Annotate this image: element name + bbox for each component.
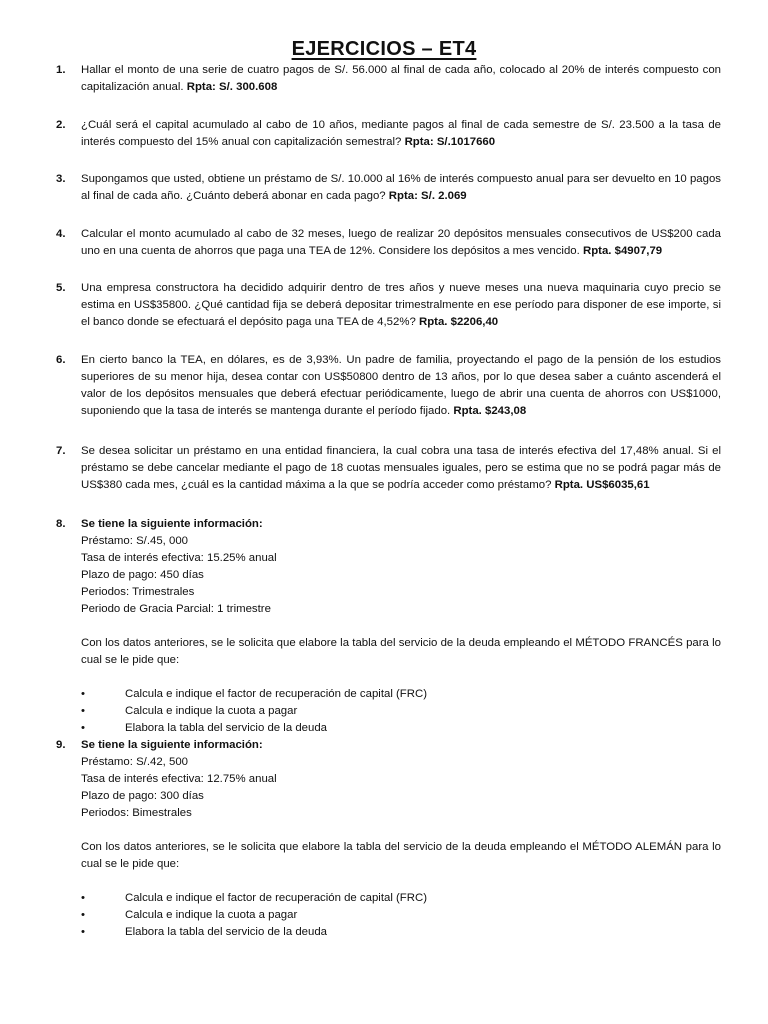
- exercise-statement: Hallar el monto de una serie de cuatro pagos de S/. 56.000 al final de cada año, colocado al 20% de interés compuesto con capitalización anual.: [81, 64, 721, 93]
- exercise-statement: Supongamos que usted, obtiene un préstamo de S/. 10.000 al 16% de interés compuesto anual para ser devuelto en 10 pagos al final de cada año. ¿Cuánto deberá abonar en cada pago?: [81, 173, 721, 202]
- info-line: Tasa de interés efectiva: 12.75% anual: [81, 773, 277, 785]
- list-item: • Calcula e indique el factor de recuperación de capital (FRC): [81, 686, 721, 703]
- info-line: Plazo de pago: 300 días: [81, 790, 204, 802]
- exercise-answer: Rpta: S/.1017660: [404, 136, 496, 148]
- exercise-answer: Rpta: S/. 2.069: [388, 190, 467, 202]
- exercise-number: 4.: [56, 228, 66, 240]
- info-line: Plazo de pago: 450 días: [81, 569, 204, 581]
- exercise-number: 7.: [56, 445, 66, 457]
- exercise-statement: Se desea solicitar un préstamo en una entidad financiera, la cual cobra una tasa de interés efectiva del 17,48% anual. Si el préstamo se debe cancelar mediante el pago de 18 cuotas mensuales iguales, pero se estima que no se podrá pagar más de US$380 cada mes, ¿cuál es la cantidad máxima a la que se podría acceder como préstamo?: [81, 445, 721, 491]
- exercise-text: [81, 443, 721, 494]
- exercise-statement: Una empresa constructora ha decidido adquirir dentro de tres años y nueve meses una nueva maquinaria cuyo precio se estima en US$35800. ¿Qué cantidad fija se deberá depositar trimestralmente en ese período para disponer de ese importe, si el banco donde se efectuará el depósito paga una TEA de 4,52%?: [81, 282, 721, 328]
- bullet-icon: •: [81, 909, 85, 921]
- exercise-number: 3.: [56, 173, 66, 185]
- page-title: EJERCICIOS – ET4: [291, 38, 477, 60]
- exercise-number: 6.: [56, 354, 66, 366]
- exercise-statement: En cierto banco la TEA, en dólares, es de 3,93%. Un padre de familia, proyectando el pago de la pensión de los estudios superiores de su menor hija, desea contar con US$50800 dentro de 13 años, por lo que desea saber a cuánto ascenderá el valor de los depósitos mensuales que deberá efectuar periódicamente, luego de abrir una cuenta de ahorros con US$1000, suponiendo que la tasa de interés se mantenga durante el período fijado.: [81, 354, 721, 417]
- info-line: Préstamo: S/.45, 000: [81, 535, 189, 547]
- bullet-icon: •: [81, 705, 85, 717]
- loan-info: [81, 737, 721, 822]
- list-item: • Elabora la tabla del servicio de la deuda: [81, 720, 721, 737]
- list-item: • Elabora la tabla del servicio de la deuda: [81, 924, 721, 941]
- instruction-text: Con los datos anteriores, se le solicita que elabore la tabla del servicio de la deuda empleando el MÉTODO ALEMÁN para lo cual se le pide que:: [81, 841, 721, 870]
- exercise-text: [81, 171, 721, 205]
- exercise-answer: Rpta. US$6035,61: [554, 479, 650, 491]
- exercise-text: [81, 352, 721, 420]
- exercise-answer: Rpta. $4907,79: [582, 245, 663, 257]
- exercise-text: [81, 516, 721, 737]
- loan-info: [81, 516, 721, 618]
- info-line: Periodos: Bimestrales: [81, 807, 192, 819]
- list-item: • Calcula e indique el factor de recuperación de capital (FRC): [81, 890, 721, 907]
- exercise-statement: Calcular el monto acumulado al cabo de 32 meses, luego de realizar 20 depósitos mensuales consecutivos de US$200 cada uno en una cuenta de ahorros que paga una TEA de 12%. Considere los depósitos a mes vencido.: [81, 228, 721, 257]
- exercise-answer: Rpta: S/. 300.608: [186, 81, 278, 93]
- bullet-icon: •: [81, 892, 85, 904]
- info-line: Préstamo: S/.42, 500: [81, 756, 189, 768]
- exercise-text: [81, 117, 721, 151]
- exercise-text: [81, 737, 721, 941]
- info-line: Tasa de interés efectiva: 15.25% anual: [81, 552, 277, 564]
- list-item: • Calcula e indique la cuota a pagar: [81, 907, 721, 924]
- exercise-number: 2.: [56, 119, 66, 131]
- bullet-icon: •: [81, 722, 85, 734]
- exercise-answer: Rpta. $2206,40: [418, 316, 499, 328]
- exercise-answer: Rpta. $243,08: [453, 405, 527, 417]
- exercise-number: 1.: [56, 64, 66, 76]
- exercise-text: [81, 280, 721, 331]
- info-line: Periodos: Trimestrales: [81, 586, 195, 598]
- exercise-text: [81, 62, 721, 96]
- exercise-statement: ¿Cuál será el capital acumulado al cabo de 10 años, mediante pagos al final de cada semestre de S/. 23.500 a la tasa de interés compuesto del 15% anual con capitalización semestral?: [81, 119, 721, 148]
- info-heading: Se tiene la siguiente información:: [81, 739, 263, 751]
- info-line: Periodo de Gracia Parcial: 1 trimestre: [81, 603, 271, 615]
- task-list: [81, 686, 721, 737]
- info-heading: Se tiene la siguiente información:: [81, 518, 263, 530]
- exercise-number: 8.: [56, 518, 66, 530]
- exercise-number: 5.: [56, 282, 66, 294]
- exercise-number: 9.: [56, 739, 66, 751]
- bullet-icon: •: [81, 926, 85, 938]
- exercise-text: [81, 226, 721, 260]
- instruction-text: Con los datos anteriores, se le solicita que elabore la tabla del servicio de la deuda empleando el MÉTODO FRANCÉS para lo cual se le pide que:: [81, 637, 721, 666]
- task-list: [81, 890, 721, 941]
- bullet-icon: •: [81, 688, 85, 700]
- list-item: • Calcula e indique la cuota a pagar: [81, 703, 721, 720]
